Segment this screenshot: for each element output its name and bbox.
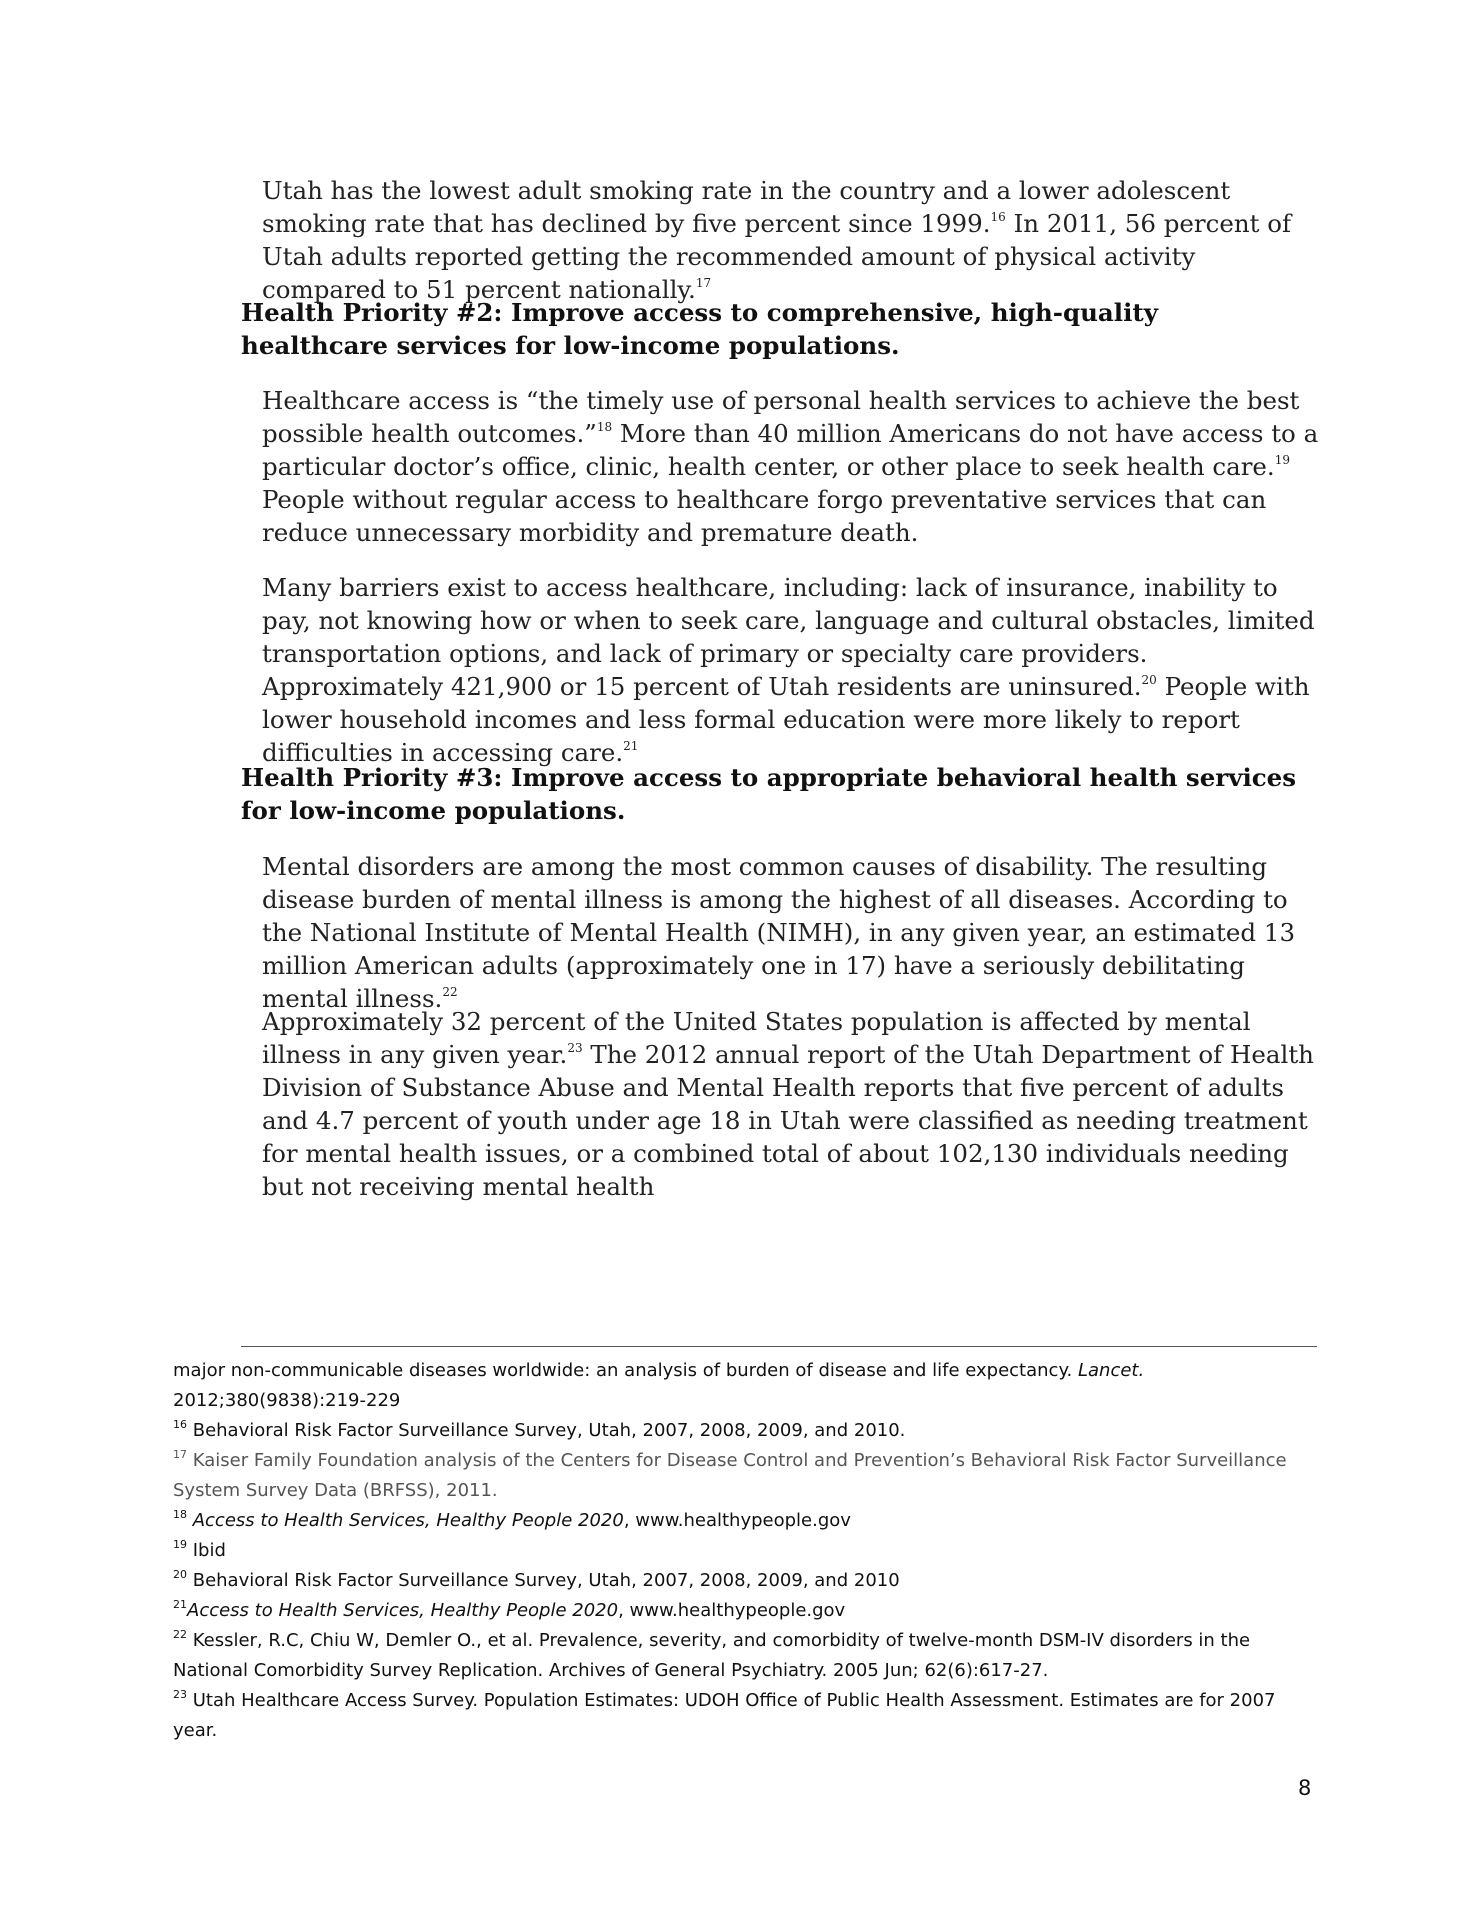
paragraph-barriers: Many barriers exist to access healthcare, including: lack of insurance, inability to pay, not knowing how or when to seek care, language and cultural obstacles, limited transportation options, and lack of primary or specialty care providers. Approximately 421,900 or 15 percent of Utah residents are uninsured.$^{20}$ People with lower household incomes and less formal education were more likely to report difficulties in accessing care.$^{21}$: [262, 573, 1315, 767]
footnotes-section: [173, 1356, 1323, 1746]
footnote-ref-17[interactable]: 17: [695, 275, 712, 290]
footnote-22: $^{22}$ Kessler, R.C, Chiu W, Demler O., et al. Prevalence, severity, and comorbidity of twelve-month DSM-IV disorders in the National Comorbidity Survey Replication. Archives of General Psychiatry. 2005 Jun; 62(6):617-27.: [173, 1628, 1251, 1681]
footnote-ref-22[interactable]: 22: [442, 984, 458, 999]
footnote-continued: major non-communicable diseases worldwide: an analysis of burden of disease and life expectancy. Lancet. 2012;380(9838):219-229: [173, 1360, 1145, 1411]
footnote-ref-23[interactable]: 23: [567, 1040, 583, 1055]
footnote-21: $^{21}$Access to Health Services, Healthy People 2020, www.healthypeople.gov: [173, 1598, 846, 1621]
paragraph-smoking-activity: Utah has the lowest adult smoking rate in the country and a lower adolescent smoking rate that has declined by five percent since 1999.16 In 2011, 56 percent of Utah adults reported getting the recommended amount of physical activity compared to 51 percent nationally.$^{17}$: [262, 176, 1292, 304]
healthypeople-link[interactable]: , www.healthypeople.gov: [618, 1600, 846, 1621]
footnote-23: $^{23}$ Utah Healthcare Access Survey. Population Estimates: UDOH Office of Public Health Assessment. Estimates are for 2007 year.: [173, 1688, 1276, 1741]
footnote-19: $^{19}$ Ibid: [173, 1538, 226, 1561]
heading-health-priority-3: Health Priority #3: Improve access to appropriate behavioral health services for low-income populations.: [241, 763, 1297, 825]
footnote-ref-21[interactable]: 21: [623, 738, 639, 753]
footnote-separator: [241, 1346, 1317, 1347]
footnote-ref-18[interactable]: 18: [596, 419, 613, 434]
footnote-ref-19[interactable]: 19: [1274, 452, 1290, 467]
paragraph-healthcare-access: Healthcare access is “the timely use of personal health services to achieve the best possible health outcomes.”$^{18}$ More than 40 million Americans do not have access to a particular doctor’s office, clinic, health center, or other place to seek health care.$^{19}$ People without regular access to healthcare forgo preventative services that can reduce unnecessary morbidity and premature death.: [262, 386, 1319, 547]
paragraph-mental-disorders: Mental disorders are among the most common causes of disability. The resulting disease burden of mental illness is among the highest of all diseases. According to the National Institute of Mental Health (NIMH), in any given year, an estimated 13 million American adults (approximately one in 17) have a seriously debilitating mental illness.$^{22}$: [262, 852, 1296, 1013]
healthypeople-link[interactable]: , www.healthypeople.gov: [623, 1510, 851, 1531]
heading-health-priority-2: Health Priority #2: Improve access to comprehensive, high-quality healthcare services for low-income populations.: [241, 298, 1158, 360]
footnote-ref-16[interactable]: 16: [990, 209, 1006, 224]
footnote-ref-20[interactable]: 20: [1141, 672, 1157, 687]
footnote-18: $^{18}$ Access to Health Services, Healthy People 2020, www.healthypeople.gov: [173, 1508, 851, 1531]
footnote-16: $^{16}$ Behavioral Risk Factor Surveillance Survey, Utah, 2007, 2008, 2009, and 2010.: [173, 1418, 906, 1441]
paragraph-mental-illness-stats: Approximately 32 percent of the United States population is affected by mental illness in any given year.$^{23}$ The 2012 annual report of the Utah Department of Health Division of Substance Abuse and Mental Health reports that five percent of adults and 4.7 percent of youth under age 18 in Utah were classified as needing treatment for mental health issues, or a combined total of about 102,130 individuals needing but not receiving mental health: [262, 1007, 1314, 1201]
footnote-20: $^{20}$ Behavioral Risk Factor Surveillance Survey, Utah, 2007, 2008, 2009, and 2010: [173, 1568, 900, 1591]
footnote-17: $^{17}$ Kaiser Family Foundation analysis of the Centers for Disease Control and Prevention’s Behavioral Risk Factor Surveillance System Survey Data (BRFSS), 2011.: [173, 1448, 1287, 1501]
page-number: 8: [1298, 1776, 1312, 1800]
